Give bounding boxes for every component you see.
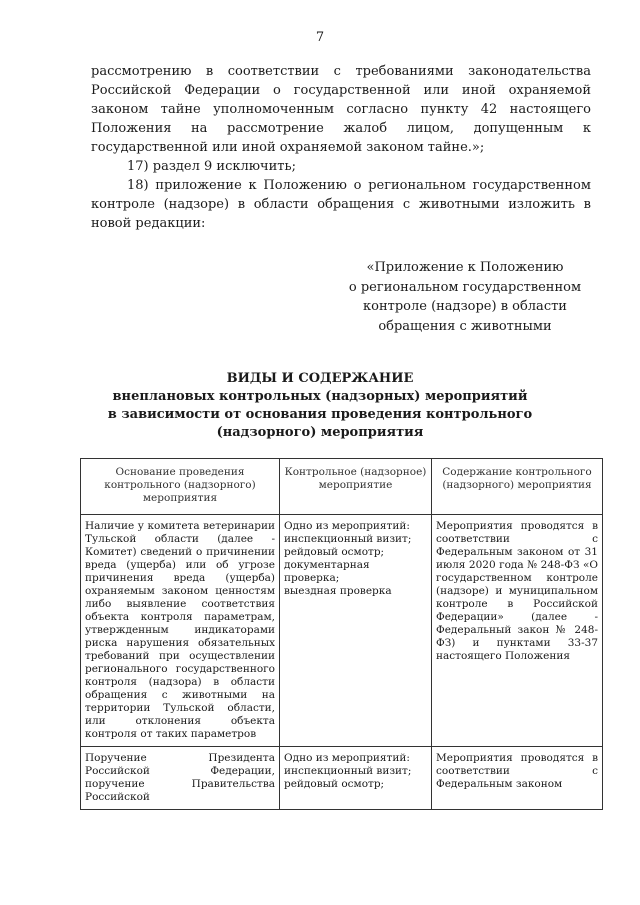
body-text	[91, 62, 591, 233]
section-title-line: внеплановых контрольных (надзорных) мероприятий	[112, 389, 528, 404]
section-title-line: (надзорного) мероприятия	[216, 425, 424, 440]
appendix-note-line: «Приложение к Положению	[366, 260, 564, 275]
measure-line: инспекционный визит;	[284, 765, 412, 777]
cell-content: Мероприятия проводятся в соответствии с Федеральным законом от 31 июля 2020 года № 248-ФЗ «О государственном контроле (надзоре) и муниципальном контроле в Российской Федерации» (далее - Федеральный закон № 248-ФЗ) и пунктами 33-37 настоящего Положения	[432, 515, 603, 747]
table-row	[81, 747, 603, 810]
inspection-types-table	[80, 458, 603, 810]
appendix-note-line: о региональном государственном	[348, 279, 582, 295]
paragraph-item-17: 17) раздел 9 исключить;	[127, 159, 296, 174]
header-content: Содержание контрольного (надзорного) мероприятия	[432, 459, 603, 515]
header-measure: Контрольное (надзорное) мероприятие	[280, 459, 432, 515]
section-title	[0, 370, 640, 442]
cell-content: Мероприятия проводятся в соответствии с Федеральным законом	[432, 747, 603, 810]
page-number: 7	[315, 30, 325, 45]
cell-basis: Наличие у комитета ветеринарии Тульской области (далее - Комитет) сведений о причинении вреда (ущерба) или об угрозе причинения вреда (ущерба) охраняемым законом ценностям либо выявление соответствия объекта контроля параметрам, утвержденным индикаторами риска нарушения обязательных требований при осуществлении регионального государственного контроля (надзора) в области обращения с животными на территории Тульской области, или отклонения объекта контроля от таких параметров	[81, 515, 280, 747]
measure-line: инспекционный визит;	[284, 533, 412, 545]
paragraph-item-18: 18) приложение к Положению о региональном государственном контроле (надзоре) в области обращения с животными изложить в новой редакции:	[91, 178, 591, 231]
cell-measures	[280, 747, 432, 810]
measure-line: документарная проверка;	[284, 559, 370, 584]
measure-line: рейдовый осмотр;	[284, 778, 385, 790]
table-header-row	[81, 459, 603, 515]
measure-line: Одно из мероприятий:	[284, 752, 410, 764]
paragraph-continuation: рассмотрению в соответствии с требованиями законодательства Российской Федерации о государственной или иной охраняемой законом тайне уполномоченным согласно пункту 42 настоящего Положения на рассмотрение жалоб лицом, допущенным к государственной или иной охраняемой законом тайне.»;	[91, 64, 591, 155]
measure-line: выездная проверка	[284, 585, 392, 597]
table-row	[81, 515, 603, 747]
appendix-note-line: контроле (надзоре) в области	[363, 299, 567, 314]
measure-line: рейдовый осмотр;	[284, 546, 385, 558]
appendix-note	[340, 258, 590, 336]
section-title-line: в зависимости от основания проведения контрольного	[107, 407, 533, 422]
measure-line: Одно из мероприятий:	[284, 520, 410, 532]
cell-basis: Поручение Президента Российской Федерации, поручение Правительства Российской	[81, 747, 280, 810]
header-basis: Основание проведения контрольного (надзорного) мероприятия	[81, 459, 280, 515]
section-title-line: ВИДЫ И СОДЕРЖАНИЕ	[226, 371, 414, 386]
cell-measures	[280, 515, 432, 747]
appendix-note-line: обращения с животными	[378, 318, 552, 334]
